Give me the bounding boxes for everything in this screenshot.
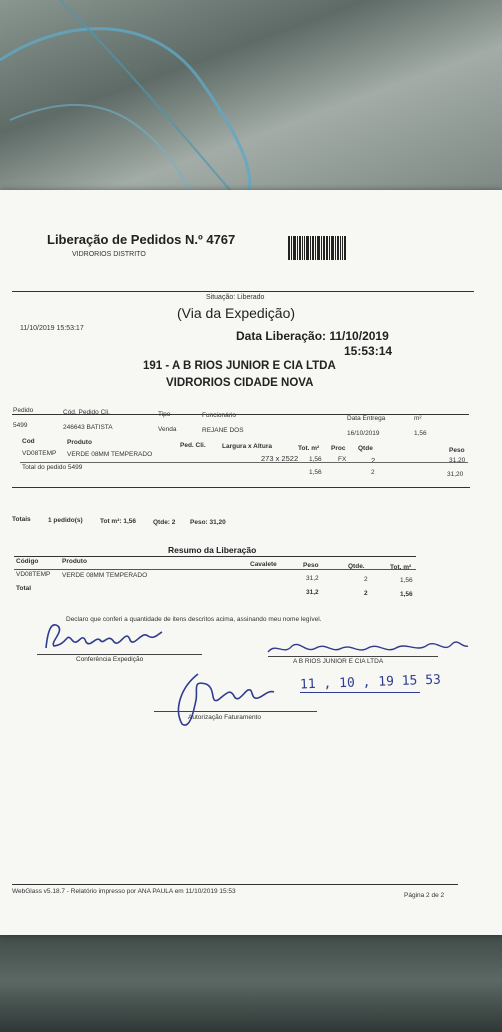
footer-left: WebGlass v5.18.7 - Relatório impresso por ANA PAULA em 11/10/2019 15:53: [12, 888, 236, 895]
item-proc: FX: [338, 456, 347, 463]
resumo-total-label: Total: [16, 585, 32, 592]
row-cod-pedido-cli: 246643 BATISTA: [63, 424, 113, 431]
resumo-col-codigo: Código: [16, 558, 39, 565]
item-cod: VD08TEMP: [22, 450, 57, 457]
resumo-row-tot-m2: 1,56: [400, 577, 413, 584]
item-col-tot-m2: Tot. m²: [298, 445, 320, 452]
item-col-largura-altura: Largura x Altura: [222, 443, 272, 450]
item-tot-m2: 1,56: [309, 456, 322, 463]
order-header-line: [12, 414, 469, 415]
resumo-total-peso: 31,2: [306, 589, 319, 596]
situacao-label: Situação: Liberado: [206, 294, 265, 301]
autorizacao-label: Autorização Faturamento: [188, 714, 261, 721]
col-data-entrega: Data Entrega: [347, 415, 386, 422]
item-largura-altura: 273 x 2522: [261, 454, 299, 463]
order-total-peso: 31,20: [447, 471, 464, 478]
document-subtitle: VIDRORIOS DISTRITO: [72, 251, 146, 258]
declaration-text: Declaro que conferi a quantidade de itens descritos acima, assinando meu nome legível.: [66, 616, 322, 623]
resumo-top-line: [14, 556, 416, 557]
resumo-col-peso: Peso: [303, 562, 319, 569]
resumo-col-produto: Produto: [62, 558, 87, 565]
document-title: Liberação de Pedidos N.º 4767: [47, 232, 236, 247]
autorizacao-line: [154, 711, 317, 712]
totais-qtde: Qtde: 2: [153, 519, 176, 526]
col-funcionario: Funcionário: [202, 412, 236, 419]
totais-peso: Peso: 31,20: [190, 519, 226, 526]
resumo-total-m2: 1,56: [400, 591, 413, 598]
resumo-total-qtde: 2: [364, 590, 368, 597]
document-page: [0, 190, 502, 935]
item-divider: [20, 462, 468, 463]
col-pedido: Pedido: [13, 407, 34, 414]
row-pedido: 5499: [13, 422, 28, 429]
client-signature-label: A B RIOS JUNIOR E CIA LTDA: [293, 658, 384, 665]
totais-tot-m2: Tot m²: 1,56: [100, 518, 136, 525]
item-col-ped-cli: Ped. Cli.: [180, 442, 206, 449]
conferencia-signature: [38, 618, 168, 658]
header-divider: [12, 291, 474, 292]
col-m2: m²: [414, 415, 422, 422]
item-col-proc: Proc: [331, 445, 346, 452]
background-cable-lines: [0, 0, 502, 200]
footer-line: [12, 884, 458, 885]
via-label: (Via da Expedição): [177, 305, 296, 321]
autorizacao-signature: [170, 670, 280, 732]
resumo-header-line: [14, 569, 416, 570]
resumo-row-produto: VERDE 08MM TEMPERADO: [62, 572, 148, 579]
totais-label: Totais: [12, 516, 31, 523]
handwritten-date-underline: [300, 692, 420, 693]
resumo-title: Resumo da Liberação: [168, 545, 257, 555]
col-cod-pedido-cli: Cód. Pedido Cli.: [63, 409, 110, 416]
item-qtde: 2: [371, 456, 376, 465]
conferencia-line: [37, 654, 202, 655]
resumo-row-codigo: VD08TEMP: [16, 571, 51, 578]
client-city: VIDRORIOS CIDADE NOVA: [166, 377, 314, 389]
conferencia-label: Conferência Expedição: [76, 656, 144, 663]
row-tipo: Venda: [158, 426, 177, 433]
handwritten-date: 11 , 10 , 19 15 53: [299, 672, 442, 693]
item-col-cod: Cod: [22, 438, 35, 445]
order-total-m2: 1,56: [309, 469, 322, 476]
photo-background-bottom: [0, 930, 502, 1032]
row-data-entrega: 16/10/2019: [347, 430, 380, 437]
order-bottom-line: [12, 487, 470, 488]
data-liberacao: Data Liberação: 11/10/2019: [236, 329, 389, 343]
printed-timestamp: 11/10/2019 15:53:17: [20, 325, 84, 332]
item-col-produto: Produto: [67, 439, 92, 446]
footer-page-number: Página 2 de 2: [404, 892, 445, 899]
item-produto: VERDE 08MM TEMPERADO: [67, 451, 153, 458]
resumo-row-peso: 31,2: [306, 575, 319, 582]
order-total-label: Total do pedido 5499: [22, 464, 83, 471]
resumo-col-cavalete: Cavalete: [250, 561, 277, 568]
item-col-peso: Peso: [449, 447, 465, 454]
totais-pedidos: 1 pedido(s): [48, 517, 83, 524]
item-peso: 31,20: [449, 457, 466, 464]
barcode-image: [288, 236, 347, 260]
client-signature-line: [268, 656, 438, 657]
col-tipo: Tipo: [158, 411, 171, 418]
client-name: 191 - A B RIOS JUNIOR E CIA LTDA: [143, 360, 336, 372]
item-col-qtde: Qtde: [358, 445, 373, 452]
row-m2: 1,56: [414, 430, 427, 437]
resumo-col-qtde: Qtde.: [348, 563, 365, 570]
row-funcionario: REJANE DOS: [202, 427, 244, 434]
order-total-qtde: 2: [371, 469, 375, 476]
data-liberacao-time: 15:53:14: [344, 344, 393, 358]
resumo-col-tot-m2: Tot. m²: [390, 564, 412, 571]
resumo-row-qtde: 2: [364, 576, 368, 583]
